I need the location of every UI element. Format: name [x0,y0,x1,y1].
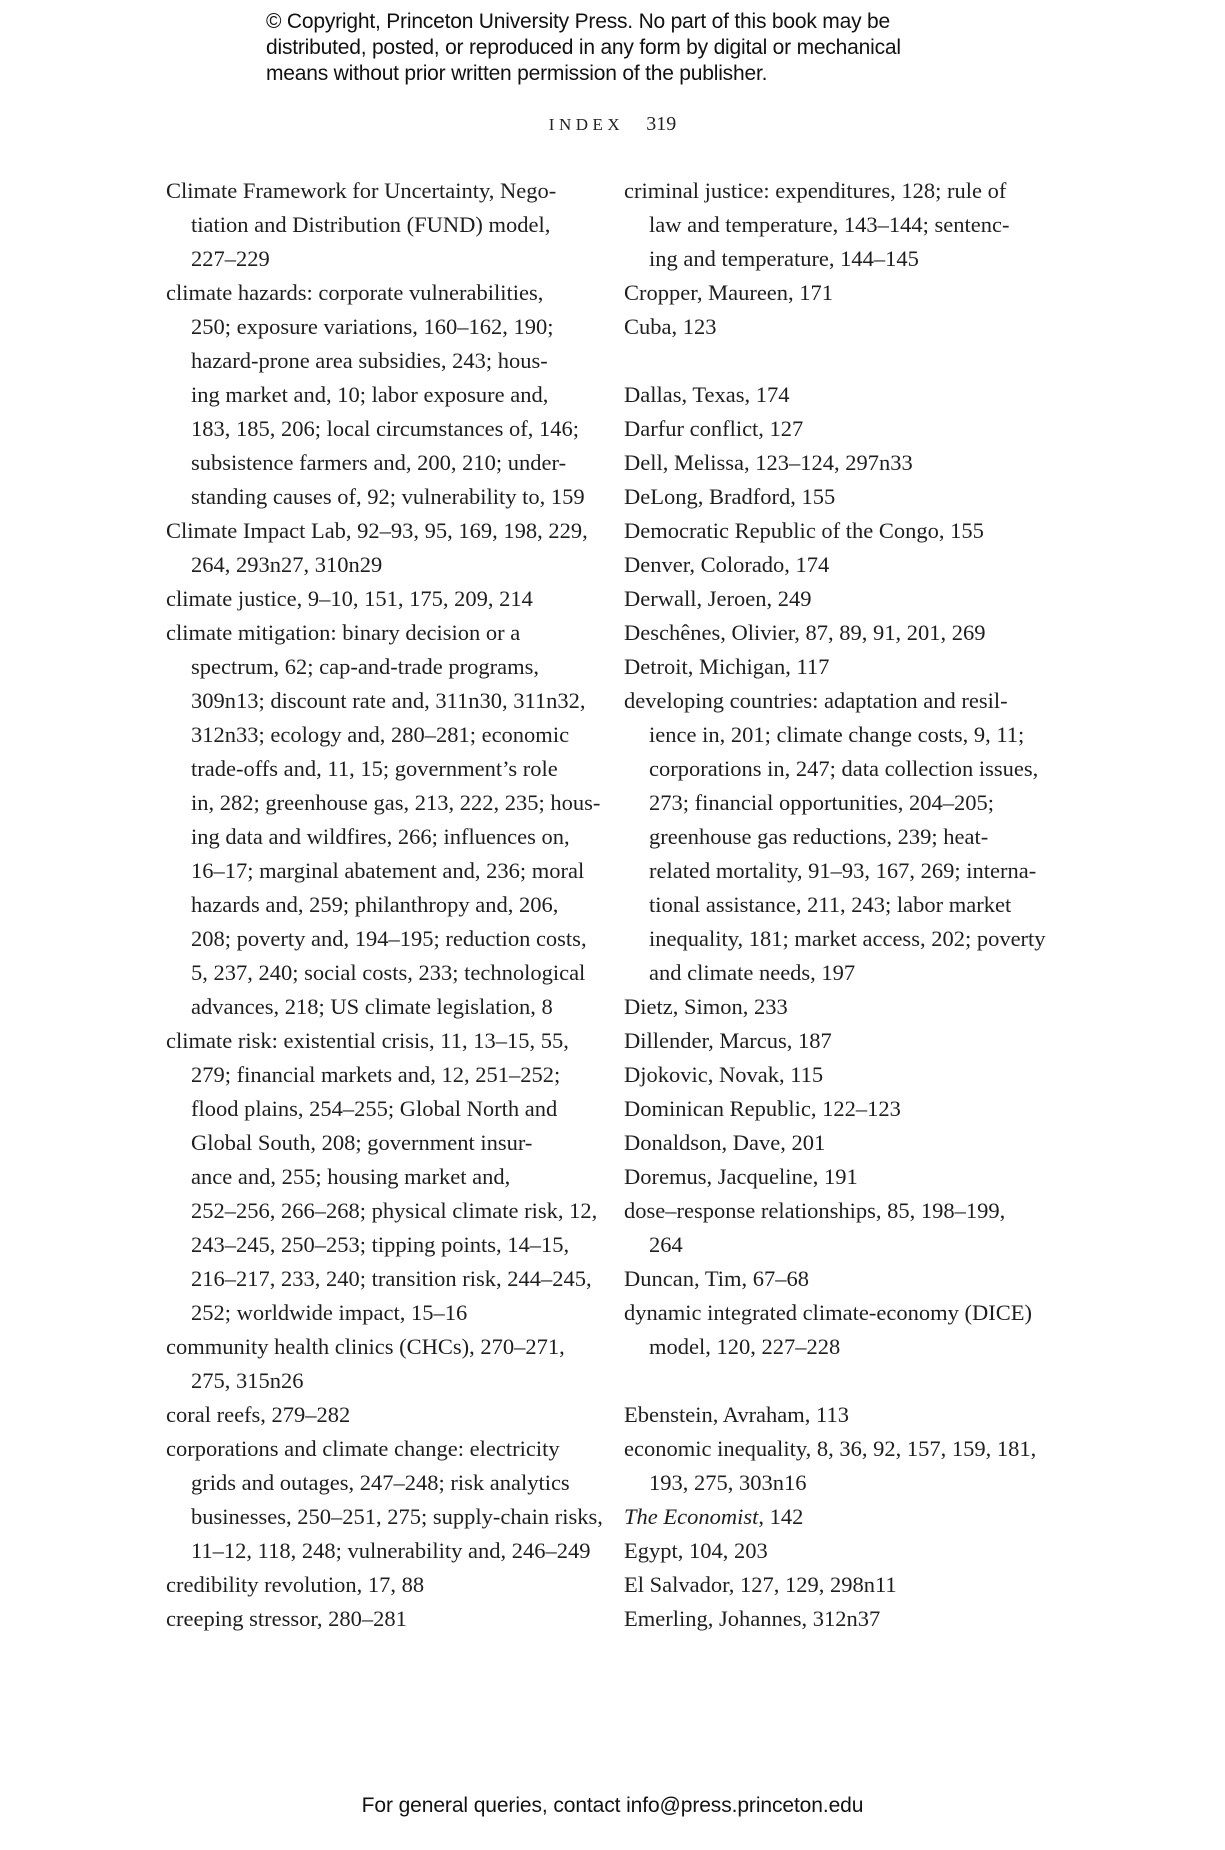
index-entry [166,514,586,582]
index-entry-line: 264, 293n27, 310n29 [191,552,383,577]
index-entry-line: businesses, 250–251, 275; supply-chain risks, [191,1504,603,1529]
page-number: 319 [646,113,677,135]
index-entry [166,1602,586,1636]
index-entry-line: dynamic integrated climate-economy (DICE) [624,1300,1032,1325]
page-refs: , 142 [758,1504,804,1529]
index-entry-line: climate mitigation: binary decision or a [166,620,521,645]
index-entry [624,480,1054,514]
index-entry [624,1296,1054,1364]
index-entry-line: Ebenstein, Avraham, 113 [624,1402,849,1427]
index-entry [624,446,1054,480]
index-entry [166,616,601,1024]
index-entry-line: law and temperature, 143–144; sentenc- [649,212,1010,237]
publication-title: The Economist [624,1504,759,1529]
copyright-line: © Copyright, Princeton University Press. No part of this book may be [266,10,890,33]
index-entry-line: Doremus, Jacqueline, 191 [624,1164,858,1189]
index-entry-line [624,1500,1054,1534]
index-entry-line: Dietz, Simon, 233 [624,994,788,1019]
index-entry-line: standing causes of, 92; vulnerability to, 159 [191,484,585,509]
index-entry [624,1160,1054,1194]
index-entry-line: Egypt, 104, 203 [624,1538,768,1563]
index-entry [166,1568,586,1602]
index-entry-line: climate justice, 9–10, 151, 175, 209, 214 [166,586,533,611]
index-entry-line: 309n13; discount rate and, 311n30, 311n32, [191,688,586,713]
index-entry-line: ing data and wildfires, 266; influences on, [191,824,570,849]
index-entry-line: 275, 315n26 [191,1368,304,1393]
index-entry-line: Dallas, Texas, 174 [624,382,790,407]
index-entry-line: trade-offs and, 11, 15; government’s role [191,756,558,781]
index-entry-line: spectrum, 62; cap-and-trade programs, [191,654,539,679]
index-entry [624,1092,1054,1126]
index-entry [624,378,1054,412]
index-entry-line: community health clinics (CHCs), 270–271, [166,1334,565,1359]
index-entry [166,276,586,514]
index-entry-line: Climate Framework for Uncertainty, Nego- [166,178,557,203]
index-entry [624,548,1054,582]
index-entry [624,1500,1054,1534]
index-column-left [166,174,603,1636]
index-entry [624,1534,1054,1568]
index-entry [624,1602,1054,1636]
index-entry-line: Global South, 208; government insur- [191,1130,533,1155]
index-entry-line: Denver, Colorado, 174 [624,552,830,577]
index-entry-line: 264 [649,1232,683,1257]
index-entry [166,1432,603,1568]
index-entry-line: subsistence farmers and, 200, 210; under- [191,450,567,475]
index-entry [624,650,1054,684]
index-entry [166,174,586,276]
index-entry [166,1398,586,1432]
index-entry-line: Dell, Melissa, 123–124, 297n33 [624,450,913,475]
index-entry [166,582,586,616]
index-entry [624,412,1054,446]
index-entry [624,582,1054,616]
section-label: INDEX [548,115,625,134]
index-entry [624,310,1054,344]
index-entry [624,1194,1054,1262]
index-entry [624,1432,1054,1500]
index-entry-line: Donaldson, Dave, 201 [624,1130,826,1155]
index-entry-line: ance and, 255; housing market and, [191,1164,511,1189]
index-entry-line: Climate Impact Lab, 92–93, 95, 169, 198, 229, [166,518,588,543]
index-entry-line: Dillender, Marcus, 187 [624,1028,832,1053]
index-entry-line: Deschênes, Olivier, 87, 89, 91, 201, 269 [624,620,986,645]
index-column-right [624,174,1054,1636]
index-entry-line: climate hazards: corporate vulnerabilities, [166,280,544,305]
copyright-line: distributed, posted, or reproduced in any form by digital or mechanical [266,36,901,59]
index-entry-line: in, 282; greenhouse gas, 213, 222, 235; hous- [191,790,601,815]
index-entry-line: grids and outages, 247–248; risk analytics [191,1470,570,1495]
index-entry [624,1126,1054,1160]
index-entry-line: Democratic Republic of the Congo, 155 [624,518,984,543]
index-entry-line: tiation and Distribution (FUND) model, [191,212,551,237]
index-entry-line: 312n33; ecology and, 280–281; economic [191,722,570,747]
index-entry [166,1330,586,1398]
index-entry-line: ience in, 201; climate change costs, 9, 11; [649,722,1025,747]
index-entry-line: hazard-prone area subsidies, 243; hous- [191,348,548,373]
index-entry-line: 243–245, 250–253; tipping points, 14–15, [191,1232,570,1257]
index-entry-line: 227–229 [191,246,270,271]
index-entry-line: tional assistance, 211, 243; labor market [649,892,1012,917]
index-entry-line: 252–256, 266–268; physical climate risk, 12, [191,1198,598,1223]
index-entry-line: Djokovic, Novak, 115 [624,1062,824,1087]
index-entry-line: Cuba, 123 [624,314,717,339]
running-head [0,112,1225,137]
index-entry-line: 11–12, 118, 248; vulnerability and, 246–249 [191,1538,591,1563]
index-entry-line: Derwall, Jeroen, 249 [624,586,812,611]
index-entry-line: 5, 237, 240; social costs, 233; technological [191,960,586,985]
index-entry-line: 279; financial markets and, 12, 251–252; [191,1062,561,1087]
index-entry-line: hazards and, 259; philanthropy and, 206, [191,892,559,917]
index-entry-line: greenhouse gas reductions, 239; heat- [649,824,989,849]
index-entry-line: model, 120, 227–228 [649,1334,841,1359]
index-entry-line: Detroit, Michigan, 117 [624,654,830,679]
index-entry [624,276,1054,310]
index-entry [624,1398,1054,1432]
index-entry-line: 252; worldwide impact, 15–16 [191,1300,468,1325]
index-entry [624,1024,1054,1058]
footer-contact: For general queries, contact info@press.princeton.edu [361,1794,864,1817]
index-entry-line: DeLong, Bradford, 155 [624,484,836,509]
index-entry-line: Darfur conflict, 127 [624,416,804,441]
index-entry-line: ing market and, 10; labor exposure and, [191,382,549,407]
index-entry-line: Dominican Republic, 122–123 [624,1096,901,1121]
index-entry [624,1262,1054,1296]
index-entry-line: inequality, 181; market access, 202; poverty [649,926,1046,951]
index-entry-line: corporations in, 247; data collection issues, [649,756,1039,781]
index-entry-line: El Salvador, 127, 129, 298n11 [624,1572,897,1597]
index-entry-line: economic inequality, 8, 36, 92, 157, 159, 181, [624,1436,1037,1461]
index-entry-line: 216–217, 233, 240; transition risk, 244–245, [191,1266,592,1291]
index-entry-line: 183, 185, 206; local circumstances of, 146; [191,416,580,441]
copyright-notice [266,9,986,87]
index-entry-line: climate risk: existential crisis, 11, 13–15, 55, [166,1028,569,1053]
index-entry [624,174,1054,276]
letter-group-divider [624,344,1054,378]
index-entry [624,1058,1054,1092]
index-entry-line: credibility revolution, 17, 88 [166,1572,425,1597]
index-entry [624,616,1054,650]
index-entry-line: and climate needs, 197 [649,960,856,985]
index-entry [624,990,1054,1024]
index-entry-line: 208; poverty and, 194–195; reduction costs, [191,926,587,951]
index-entry-line: Cropper, Maureen, 171 [624,280,834,305]
index-entry-line: coral reefs, 279–282 [166,1402,351,1427]
index-entry-line: Emerling, Johannes, 312n37 [624,1606,881,1631]
index-entry-line: 273; financial opportunities, 204–205; [649,790,994,815]
index-entry [624,684,1054,990]
index-entry [166,1024,598,1330]
letter-group-divider [624,1364,1054,1398]
index-entry-line: dose–response relationships, 85, 198–199, [624,1198,1006,1223]
index-entry-line: corporations and climate change: electricity [166,1436,560,1461]
index-entry-line: ing and temperature, 144–145 [649,246,919,271]
index-entry [624,514,1054,548]
index-entry [624,1568,1054,1602]
index-entry-line: 250; exposure variations, 160–162, 190; [191,314,554,339]
index-entry-line: 16–17; marginal abatement and, 236; moral [191,858,585,883]
index-entry-line: flood plains, 254–255; Global North and [191,1096,558,1121]
index-entry-line: advances, 218; US climate legislation, 8 [191,994,553,1019]
index-entry-line: creeping stressor, 280–281 [166,1606,407,1631]
index-entry-line: related mortality, 91–93, 167, 269; interna- [649,858,1037,883]
copyright-line: means without prior written permission of the publisher. [266,62,768,85]
index-entry-line: Duncan, Tim, 67–68 [624,1266,810,1291]
index-entry-line: 193, 275, 303n16 [649,1470,807,1495]
index-entry-line: criminal justice: expenditures, 128; rule of [624,178,1007,203]
index-entry-line: developing countries: adaptation and resil- [624,688,1008,713]
